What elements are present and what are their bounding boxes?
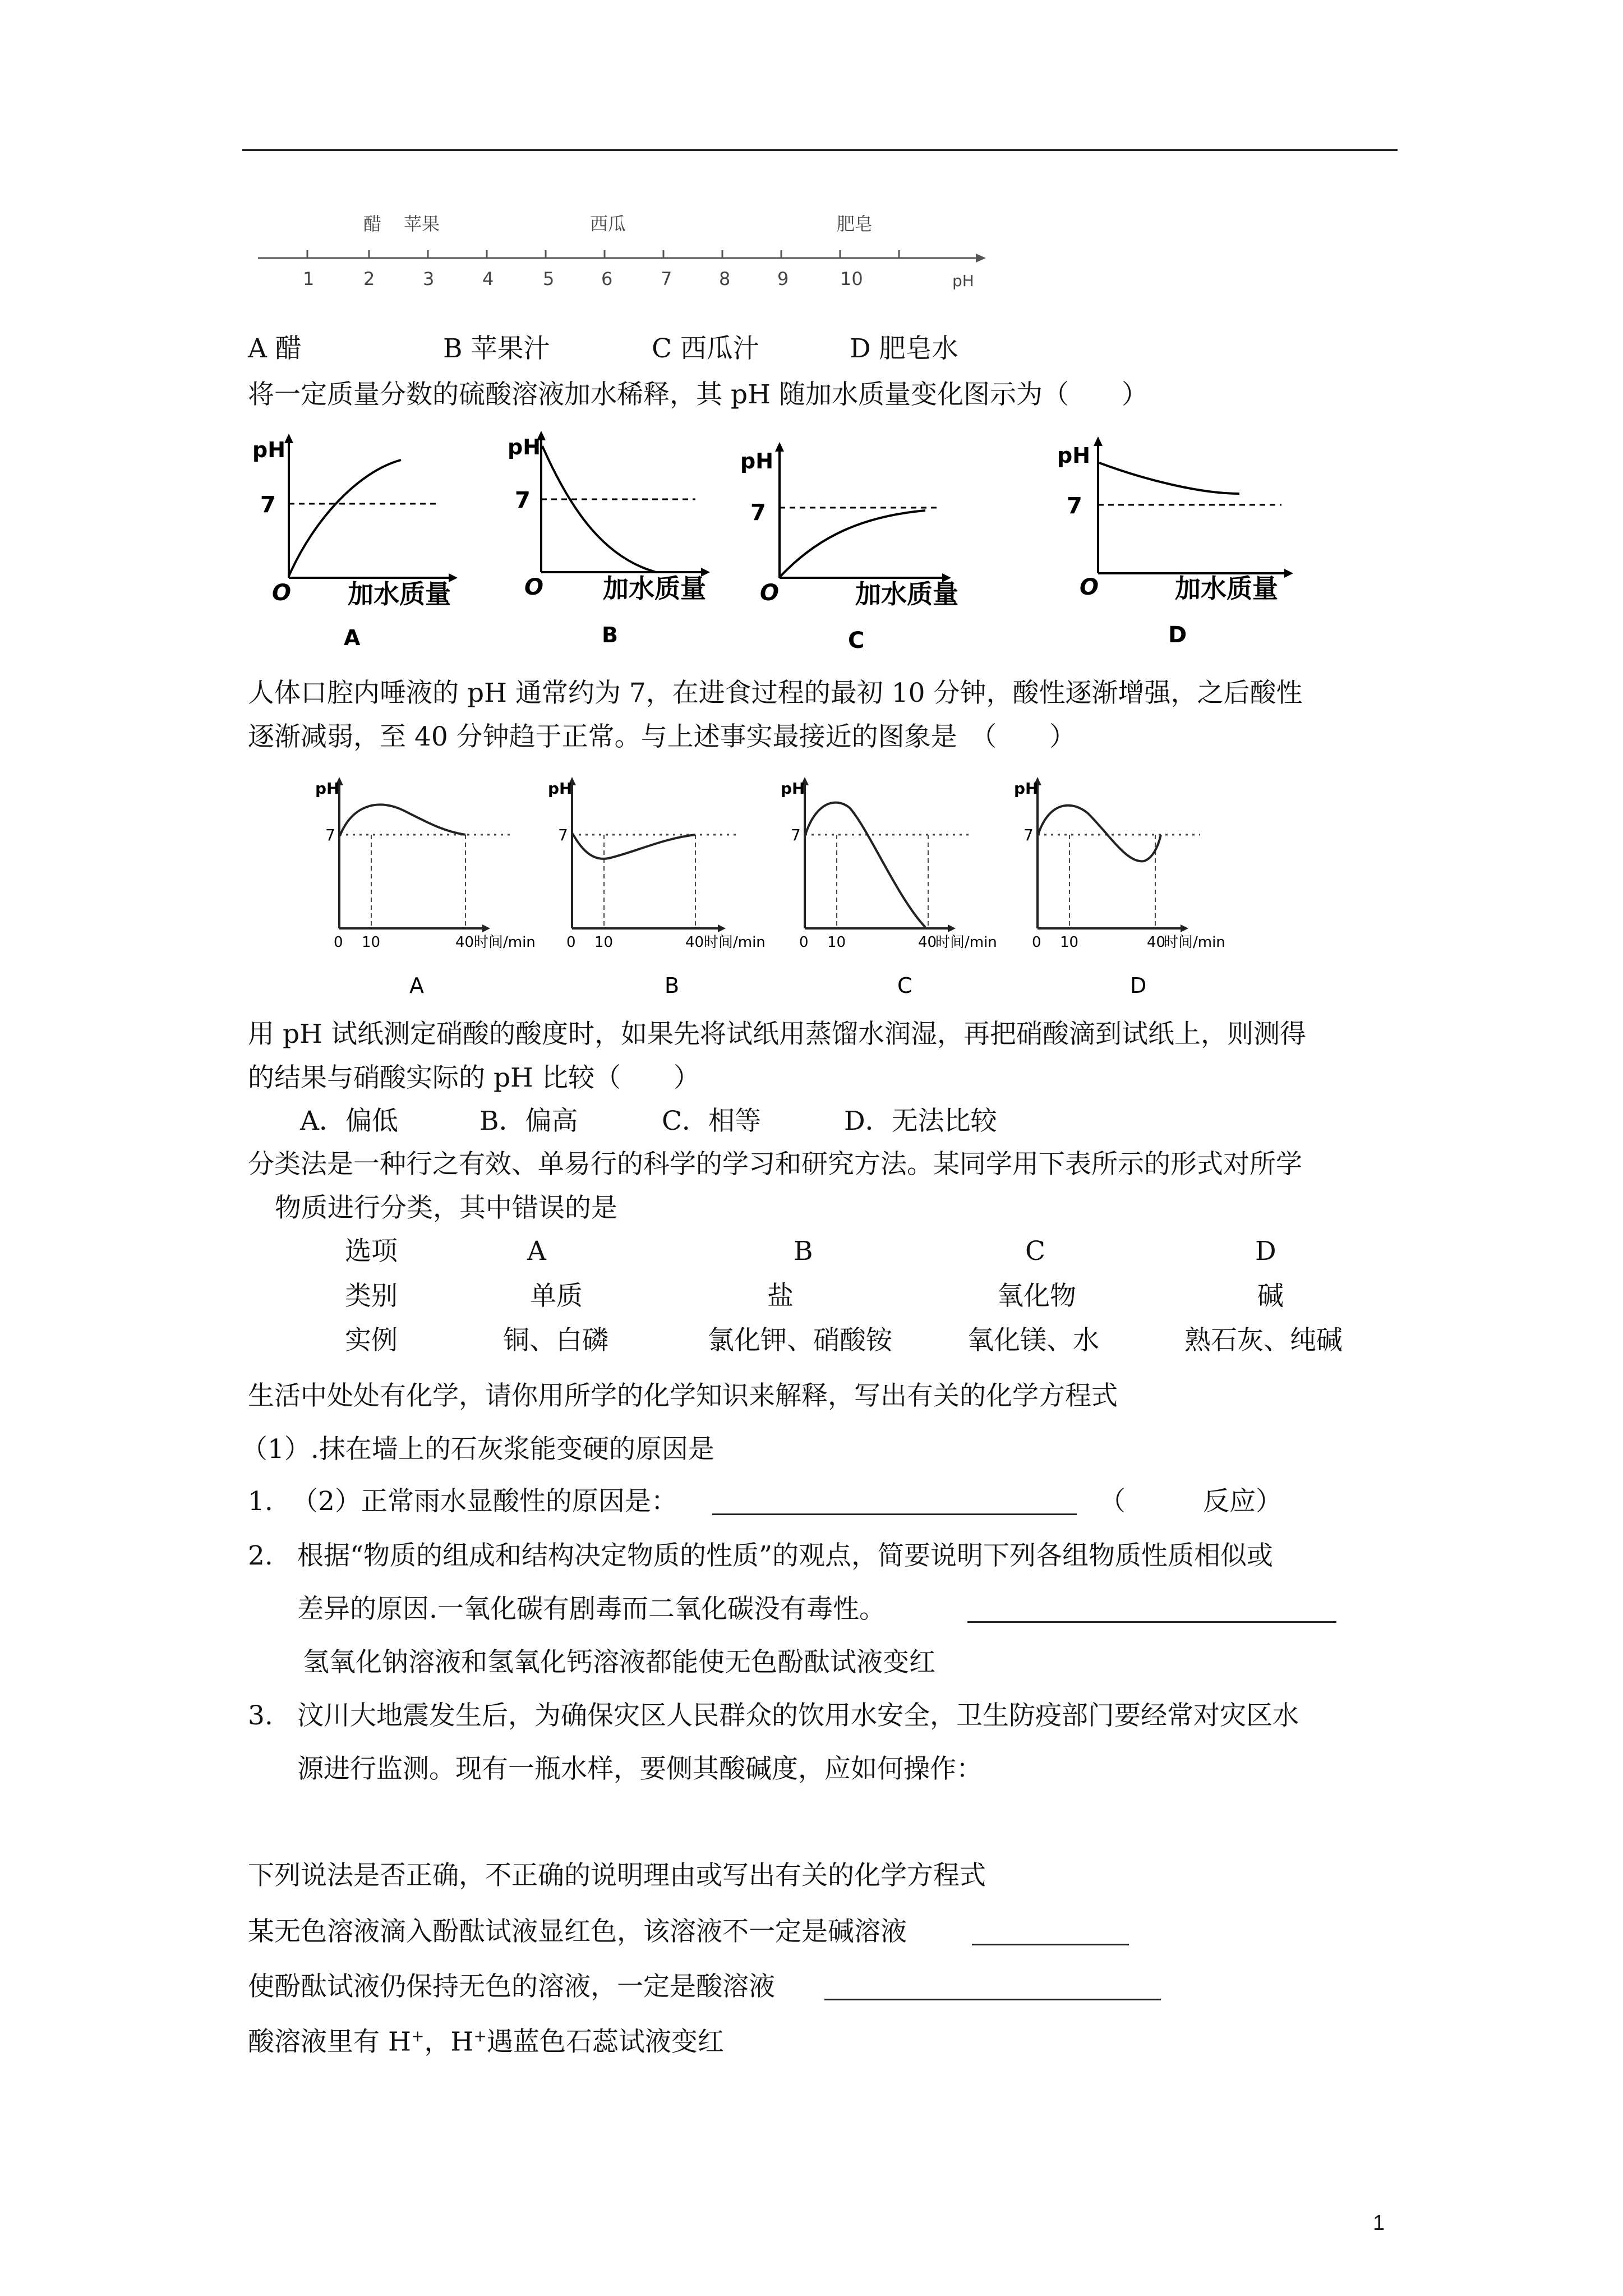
ph-tick-7: 7	[661, 268, 672, 289]
q3-a-xlabel: 时间/min	[474, 934, 536, 951]
q3-a-label: A	[409, 973, 424, 998]
q3-c-ylabel: pH	[781, 779, 805, 798]
table-cell: C	[1025, 1236, 1045, 1267]
q3-d-seven: 7	[1023, 826, 1034, 844]
ph-scale-label-watermelon: 西瓜	[590, 213, 626, 234]
header-rule	[242, 149, 1398, 151]
q3-a-seven: 7	[325, 826, 335, 844]
q3-b-tick-40: 40	[685, 934, 704, 951]
q1-option-d: D 肥皂水	[850, 333, 958, 364]
ph-scale-label-apple: 苹果	[404, 213, 440, 234]
q3-a-tick-10: 10	[362, 934, 381, 951]
q6-item1-paren: （	[1099, 1486, 1126, 1517]
table-cell: 熟石灰、纯碱	[1184, 1325, 1343, 1356]
q3-b-seven: 7	[558, 826, 568, 844]
q1-option-c: C 西瓜汁	[652, 333, 759, 364]
q5-stem-line1: 分类法是一种行之有效、单易行的科学的学习和研究方法。某同学用下表所示的形式对所学	[248, 1149, 1302, 1180]
q3-d-tick-40: 40	[1147, 934, 1166, 951]
table-cell: 氯化钾、硝酸铵	[708, 1325, 892, 1356]
ph-scale-label-vinegar: 醋	[363, 213, 382, 234]
q6-item2-line2: 差异的原因.一氧化碳有剧毒而二氧化碳没有毒性。	[297, 1594, 886, 1625]
q6-intro: 生活中处处有化学，请你用所学的化学知识来解释，写出有关的化学方程式	[248, 1381, 1118, 1411]
ph-tick-10: 10	[840, 268, 863, 289]
q3-d-xlabel: 时间/min	[1164, 934, 1225, 951]
q7-statement-2-blank[interactable]	[824, 1976, 1161, 2000]
q3-c-tick-0: 0	[799, 934, 809, 951]
table-cell: D	[1255, 1236, 1276, 1267]
q4-option-c: C．相等	[662, 1106, 761, 1137]
q3-c-tick-40: 40	[918, 934, 937, 951]
q3-c-seven: 7	[791, 826, 801, 844]
q2-graph-b	[508, 431, 710, 647]
q2-c-label: C	[848, 628, 865, 654]
q2-c-xlabel: 加水质量	[855, 579, 958, 609]
q3-d-label: D	[1130, 973, 1147, 998]
table-cell: 类别	[345, 1281, 398, 1312]
ph-tick-4: 4	[482, 268, 494, 289]
q2-a-label: A	[344, 625, 361, 650]
q6-item1-text: （2）正常雨水显酸性的原因是：	[292, 1486, 677, 1517]
q2-d-seven: 7	[1067, 493, 1082, 519]
q2-d-ylabel: pH	[1057, 443, 1091, 468]
q3-c-tick-10: 10	[827, 934, 846, 951]
q3-d-tick-10: 10	[1060, 934, 1079, 951]
table-cell: 单质	[530, 1281, 583, 1312]
q4-stem-line2: 的结果与硝酸实际的 pH 比较（ ）	[248, 1062, 700, 1093]
q6-item1-tail: 反应）	[1203, 1486, 1282, 1517]
q2-d-origin: O	[1080, 574, 1099, 600]
q3-a-ylabel: pH	[315, 779, 340, 798]
table-cell: 铜、白磷	[503, 1325, 608, 1356]
table-cell: 选项	[345, 1236, 398, 1267]
ph-tick-9: 9	[777, 268, 789, 289]
q3-stem-line2: 逐渐减弱，至 40 分钟趋于正常。与上述事实最接近的图象是 （ ）	[248, 721, 1076, 752]
table-cell: 氧化镁、水	[967, 1325, 1099, 1356]
q2-b-origin: O	[524, 574, 544, 600]
q2-c-seven: 7	[750, 500, 766, 526]
ph-scale-unit: pH	[952, 272, 974, 290]
q2-d-label: D	[1168, 622, 1187, 648]
q7-s3-part-a: 酸溶液里有 H	[248, 2026, 411, 2058]
q3-b-xlabel: 时间/min	[704, 934, 766, 951]
q2-a-ylabel: pH	[252, 438, 286, 462]
q7-s3-part-c: 遇蓝色石蕊试液变红	[486, 2026, 724, 2058]
ph-tick-1: 1	[303, 268, 315, 289]
q6-sub1: （1）.抹在墙上的石灰浆能变硬的原因是	[241, 1434, 714, 1465]
q3-c-label: C	[897, 973, 912, 998]
table-cell: 碱	[1257, 1281, 1284, 1312]
ph-tick-8: 8	[719, 268, 731, 289]
q2-stem: 将一定质量分数的硫酸溶液加水稀释，其 pH 随加水质量变化图示为（ ）	[248, 379, 1148, 410]
q6-item2-line3: 氢氧化钠溶液和氢氧化钙溶液都能使无色酚酞试液变红	[303, 1647, 935, 1678]
q2-a-xlabel: 加水质量	[348, 579, 451, 609]
q4-option-a: A．偏低	[300, 1106, 398, 1137]
q2-c-ylabel: pH	[740, 449, 774, 473]
q3-graph-a	[315, 777, 536, 998]
q2-a-origin: O	[272, 580, 292, 606]
q5-stem-line2: 物质进行分类，其中错误的是	[275, 1193, 617, 1223]
q3-graph-d	[1014, 777, 1225, 998]
q2-graph-a	[252, 434, 458, 650]
q2-c-origin: O	[760, 580, 780, 606]
q3-b-label: B	[665, 973, 680, 998]
q3-b-tick-0: 0	[566, 934, 576, 951]
q1-option-b: B 苹果汁	[443, 333, 550, 364]
q4-option-b: B．偏高	[479, 1106, 578, 1137]
ph-tick-2: 2	[363, 268, 375, 289]
q3-b-ylabel: pH	[548, 779, 573, 798]
table-cell: A	[527, 1236, 546, 1267]
q3-c-xlabel: 时间/min	[935, 934, 997, 951]
q7-statement-3	[248, 2026, 724, 2058]
q2-graphs	[247, 429, 1346, 654]
q3-graph-c	[781, 777, 997, 998]
q6-item1-answer-blank[interactable]	[712, 1491, 1077, 1515]
q2-graph-c	[740, 442, 958, 654]
table-cell: 盐	[767, 1281, 794, 1312]
ph-tick-5: 5	[543, 268, 555, 289]
q3-d-ylabel: pH	[1014, 779, 1039, 798]
q3-d-tick-0: 0	[1032, 934, 1041, 951]
page-number: 1	[1373, 2211, 1385, 2235]
ph-tick-6: 6	[601, 268, 613, 289]
q2-graph-d	[1057, 436, 1293, 648]
q7-s3-sup: +	[411, 2027, 425, 2045]
ph-scale-label-soap: 肥皂	[837, 213, 873, 234]
q7-statement-1: 某无色溶液滴入酚酞试液显红色，该溶液不一定是碱溶液	[248, 1916, 907, 1947]
q6-item2-answer-blank[interactable]	[967, 1599, 1336, 1623]
q3-graph-b	[548, 777, 766, 998]
q3-b-tick-10: 10	[594, 934, 614, 951]
q3-stem-line1: 人体口腔内唾液的 pH 通常约为 7，在进食过程的最初 10 分钟，酸性逐渐增强，之后酸性	[248, 678, 1303, 708]
q7-statement-1-blank[interactable]	[972, 1921, 1129, 1945]
q2-b-ylabel: pH	[508, 435, 541, 459]
q7-statement-2: 使酚酞试液仍保持无色的溶液，一定是酸溶液	[248, 1971, 775, 2002]
q3-a-tick-0: 0	[334, 934, 343, 951]
q6-item3-num: 3.	[248, 1700, 273, 1731]
q6-item2-num: 2.	[248, 1540, 273, 1571]
table-cell: B	[794, 1236, 813, 1267]
q6-item2-line1: 根据“物质的组成和结构决定物质的性质”的观点，简要说明下列各组物质性质相似或	[297, 1540, 1274, 1571]
q3-graphs	[303, 769, 1301, 1004]
q4-option-d: D．无法比较	[844, 1106, 997, 1137]
q7-s3-part-b: ，H	[424, 2026, 474, 2058]
q7-intro: 下列说法是否正确，不正确的说明理由或写出有关的化学方程式	[248, 1860, 986, 1891]
ph-scale-figure	[247, 202, 987, 297]
q3-a-tick-40: 40	[455, 934, 474, 951]
q6-item3-line2: 源进行监测。现有一瓶水样，要侧其酸碱度，应如何操作：	[297, 1754, 983, 1784]
q7-s3-sup2: +	[473, 2027, 487, 2045]
q2-b-seven: 7	[515, 487, 531, 513]
table-cell: 氧化物	[997, 1281, 1076, 1312]
q2-d-xlabel: 加水质量	[1175, 573, 1278, 604]
table-cell: 实例	[345, 1325, 398, 1356]
q4-stem-line1: 用 pH 试纸测定硝酸的酸度时，如果先将试纸用蒸馏水润湿，再把硝酸滴到试纸上，则测得	[248, 1019, 1306, 1050]
q2-b-xlabel: 加水质量	[603, 573, 706, 604]
ph-tick-3: 3	[423, 268, 435, 289]
q2-a-seven: 7	[260, 492, 276, 518]
q6-item1-num: 1.	[248, 1486, 273, 1517]
q1-option-a: A 醋	[248, 333, 302, 364]
q2-b-label: B	[602, 623, 618, 647]
q6-item3-line1: 汶川大地震发生后，为确保灾区人民群众的饮用水安全，卫生防疫部门要经常对灾区水	[297, 1700, 1299, 1731]
